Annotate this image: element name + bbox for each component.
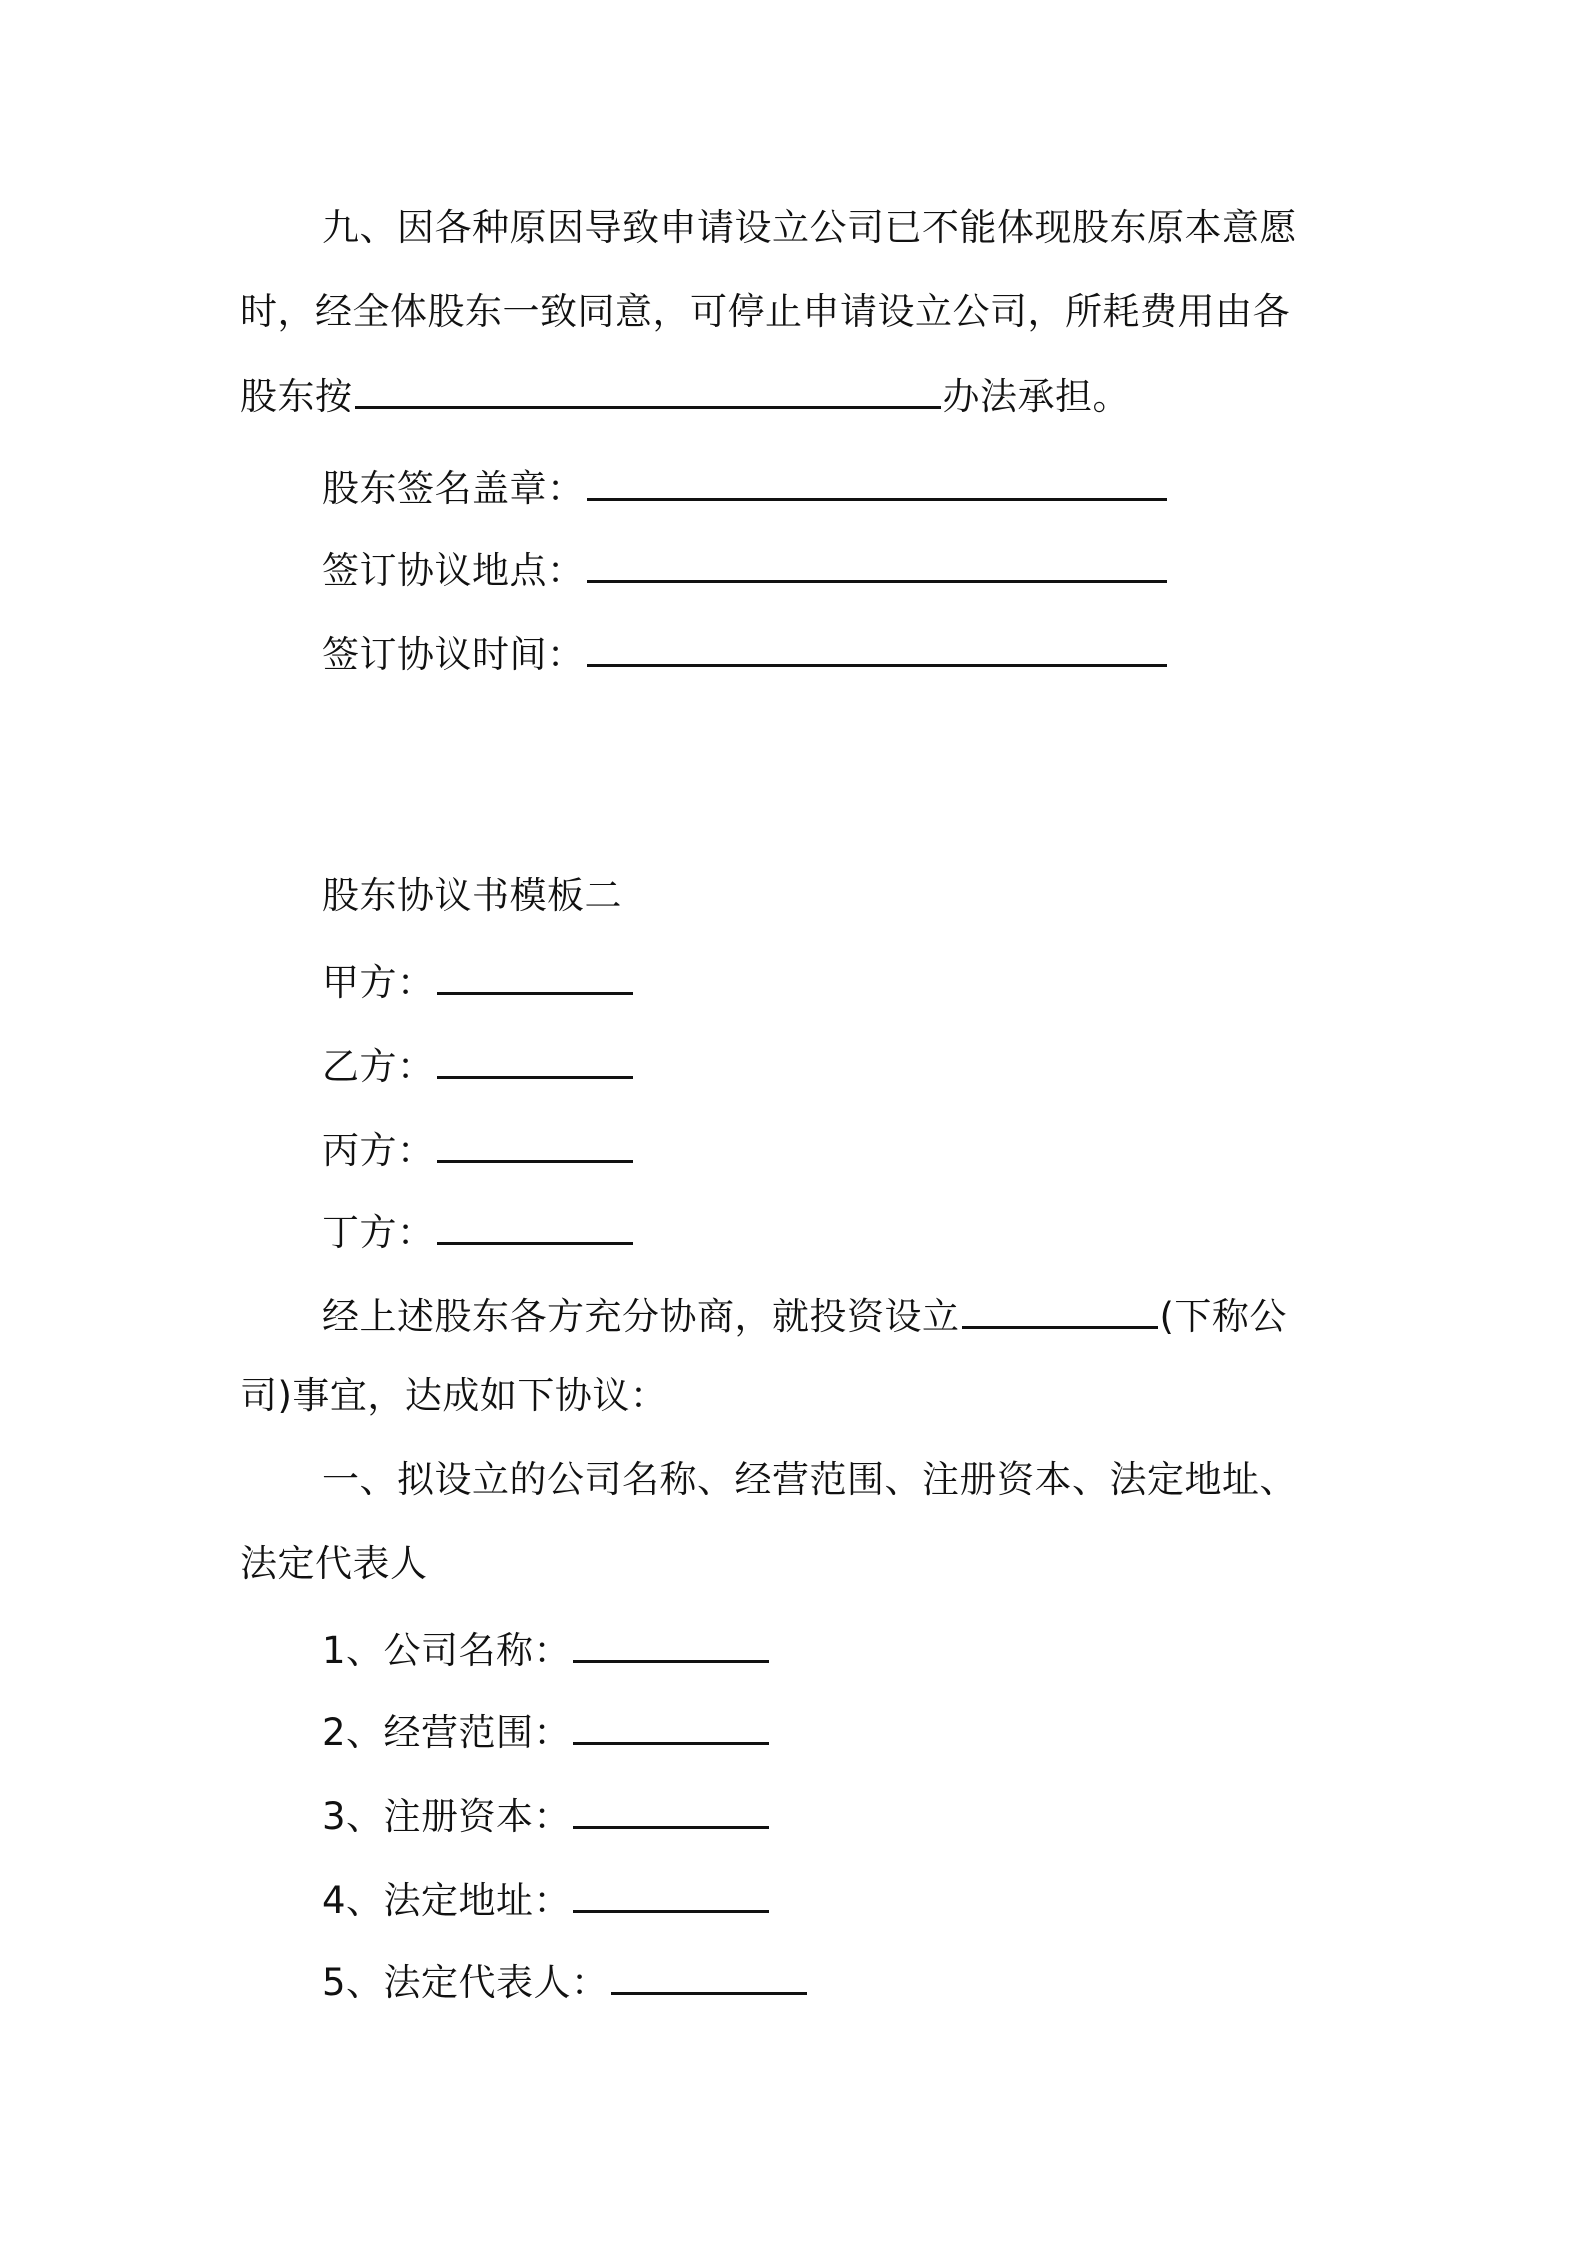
signing-place-row: 签订协议地点： bbox=[322, 544, 1169, 595]
intro-line1: 经上述股东各方充分协商，就投资设立 (下称公 bbox=[322, 1290, 1287, 1341]
item-legal-address: 4、法定地址： bbox=[322, 1874, 771, 1925]
item-company-name: 1、公司名称： bbox=[322, 1624, 771, 1675]
party-c-blank[interactable] bbox=[437, 1124, 633, 1163]
item-legal-representative: 5、法定代表人： bbox=[322, 1956, 809, 2007]
clause9-line2: 时，经全体股东一致同意，可停止申请设立公司，所耗费用由各 bbox=[240, 290, 1290, 333]
section1-line1: 一、拟设立的公司名称、经营范围、注册资本、法定地址、 bbox=[322, 1458, 1297, 1501]
legal-address-blank[interactable] bbox=[573, 1874, 769, 1913]
party-b-blank[interactable] bbox=[437, 1040, 633, 1079]
clause9-line1: 九、因各种原因导致申请设立公司已不能体现股东原本意愿 bbox=[322, 206, 1297, 249]
party-d-blank[interactable] bbox=[437, 1206, 633, 1245]
party-a-blank[interactable] bbox=[437, 956, 633, 995]
party-c-row: 丙方： bbox=[322, 1124, 635, 1175]
signing-time-row: 签订协议时间： bbox=[322, 628, 1169, 679]
item-business-scope: 2、经营范围： bbox=[322, 1706, 771, 1757]
signing-place-blank[interactable] bbox=[587, 544, 1167, 583]
party-d-row: 丁方： bbox=[322, 1206, 635, 1257]
company-name-blank[interactable] bbox=[573, 1624, 769, 1663]
template2-heading: 股东协议书模板二 bbox=[322, 874, 622, 917]
registered-capital-blank[interactable] bbox=[573, 1790, 769, 1829]
shareholder-seal-blank[interactable] bbox=[587, 462, 1167, 501]
company-blank[interactable] bbox=[962, 1290, 1158, 1329]
section1-line2: 法定代表人 bbox=[240, 1542, 428, 1585]
party-b-row: 乙方： bbox=[322, 1040, 635, 1091]
item-registered-capital: 3、注册资本： bbox=[322, 1790, 771, 1841]
intro-line2: 司)事宜，达成如下协议： bbox=[240, 1374, 668, 1417]
party-a-row: 甲方： bbox=[322, 956, 635, 1007]
signing-time-blank[interactable] bbox=[587, 628, 1167, 667]
shareholder-seal-row: 股东签名盖章： bbox=[322, 462, 1169, 513]
cost-method-blank[interactable] bbox=[355, 370, 941, 409]
business-scope-blank[interactable] bbox=[573, 1706, 769, 1745]
legal-representative-blank[interactable] bbox=[611, 1956, 807, 1995]
clause9-line3: 股东按 办法承担。 bbox=[240, 370, 1130, 421]
